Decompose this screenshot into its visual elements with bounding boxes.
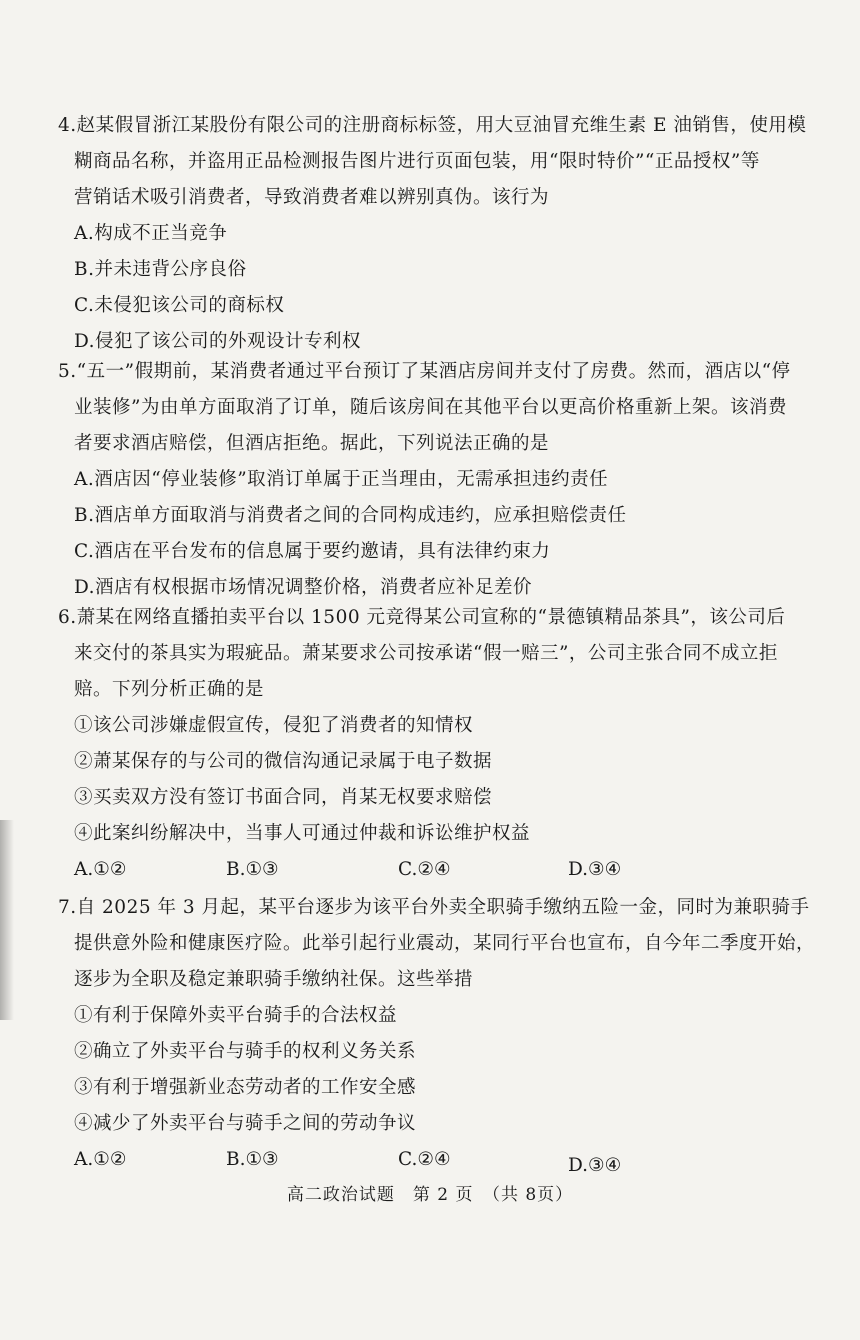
question-stem-line: 7.自 2025 年 3 月起，某平台逐步为该平台外卖全职骑手缴纳五险一金，同时为兼职骑手	[58, 897, 810, 918]
question-stem-line: 赔。下列分析正确的是	[74, 679, 265, 700]
choice-c: C.②④	[398, 859, 451, 880]
question-5	[58, 354, 791, 606]
choice-d: D.③④	[568, 859, 622, 880]
statement-3: ③买卖双方没有签订书面合同，肖某无权要求赔偿	[74, 787, 493, 808]
question-stem-line: 提供意外险和健康医疗险。此举引起行业震动，某同行平台也宣布，自今年二季度开始，	[74, 933, 816, 954]
statement-3: ③有利于增强新业态劳动者的工作安全感	[74, 1077, 417, 1098]
question-stem-line: 糊商品名称，并盗用正品检测报告图片进行页面包装，用“限时特价”“正品授权”等	[74, 151, 760, 172]
option-c: C.未侵犯该公司的商标权	[74, 295, 285, 316]
statement-1: ①该公司涉嫌虚假宣传，侵犯了消费者的知情权	[74, 715, 474, 736]
choice-c: C.②④	[398, 1149, 451, 1170]
scan-edge-shadow	[0, 820, 14, 1020]
question-7	[58, 890, 816, 1178]
question-stem-line: 6.萧某在网络直播拍卖平台以 1500 元竞得某公司宣称的“景德镇精品茶具”，该公司后	[58, 607, 786, 628]
question-stem-line: 者要求酒店赔偿，但酒店拒绝。据此，下列说法正确的是	[74, 433, 550, 454]
option-a: A.构成不正当竞争	[74, 223, 228, 244]
question-stem-line: 5.“五一”假期前，某消费者通过平台预订了某酒店房间并支付了房费。然而，酒店以“停	[58, 361, 791, 382]
option-d: D.酒店有权根据市场情况调整价格，消费者应补足差价	[74, 577, 533, 598]
statement-4: ④此案纠纷解决中，当事人可通过仲裁和诉讼维护权益	[74, 823, 531, 844]
statement-4: ④减少了外卖平台与骑手之间的劳动争议	[74, 1113, 417, 1134]
choice-row	[58, 1142, 758, 1178]
question-4	[58, 108, 807, 360]
question-stem-line: 4.赵某假冒浙江某股份有限公司的注册商标标签，用大豆油冒充维生素 E 油销售，使用模	[58, 115, 807, 136]
statement-2: ②确立了外卖平台与骑手的权利义务关系	[74, 1041, 417, 1062]
option-c: C.酒店在平台发布的信息属于要约邀请，具有法律约束力	[74, 541, 551, 562]
choice-b: B.①③	[226, 859, 279, 880]
choice-a: A.①②	[74, 1149, 127, 1170]
question-6	[58, 600, 786, 888]
option-a: A.酒店因“停业装修”取消订单属于正当理由，无需承担违约责任	[74, 469, 609, 490]
option-d: D.侵犯了该公司的外观设计专利权	[74, 331, 362, 352]
page-footer: 高二政治试题 第 2 页 （共 8页）	[286, 1185, 574, 1205]
choice-row	[58, 852, 758, 888]
option-b: B.并未违背公序良俗	[74, 259, 247, 280]
choice-d: D.③④	[568, 1155, 622, 1176]
statement-1: ①有利于保障外卖平台骑手的合法权益	[74, 1005, 398, 1026]
question-stem-line: 营销话术吸引消费者，导致消费者难以辨别真伪。该行为	[74, 187, 550, 208]
option-b: B.酒店单方面取消与消费者之间的合同构成违约，应承担赔偿责任	[74, 505, 627, 526]
choice-a: A.①②	[74, 859, 127, 880]
question-stem-line: 业装修”为由单方面取消了订单，随后该房间在其他平台以更高价格重新上架。该消费	[74, 397, 787, 418]
question-stem-line: 逐步为全职及稳定兼职骑手缴纳社保。这些举措	[74, 969, 474, 990]
choice-b: B.①③	[226, 1149, 279, 1170]
question-stem-line: 来交付的茶具实为瑕疵品。萧某要求公司按承诺“假一赔三”，公司主张合同不成立拒	[74, 643, 778, 664]
statement-2: ②萧某保存的与公司的微信沟通记录属于电子数据	[74, 751, 493, 772]
